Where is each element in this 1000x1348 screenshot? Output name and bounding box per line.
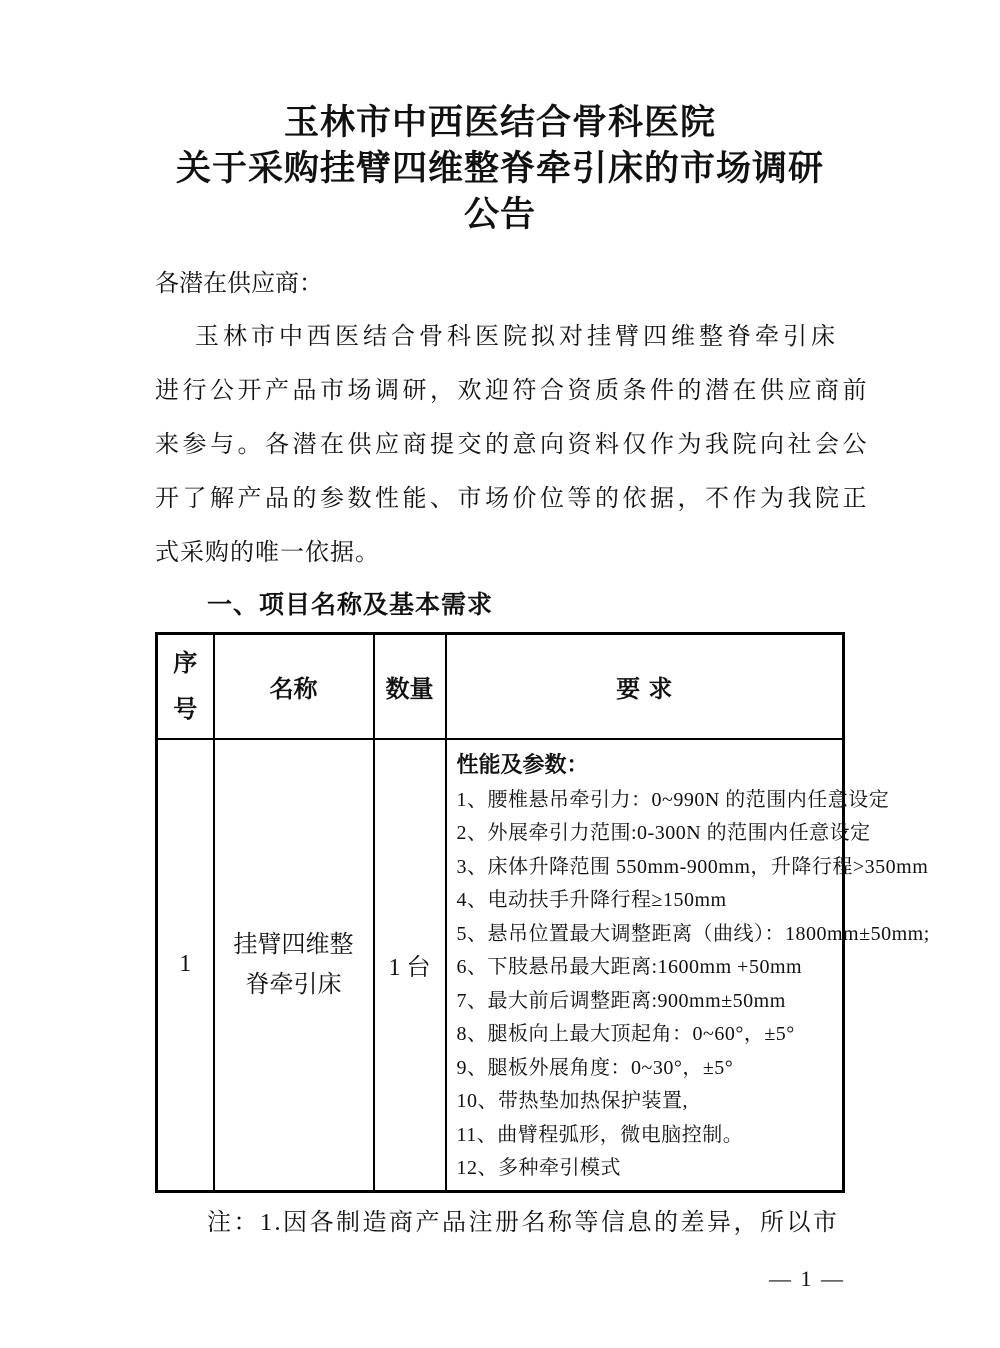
- paragraph-line: 开了解产品的参数性能、市场价位等的依据，不作为我院正: [155, 486, 870, 512]
- header-cell-quantity: 数量: [374, 634, 446, 739]
- requirement-item: 4、电动扶手升降行程≥150mm: [456, 889, 727, 911]
- requirements-title: 性能及参数：: [456, 752, 589, 778]
- intro-paragraph: [155, 310, 870, 580]
- requirement-item: 9、腿板外展角度：0~30°，±5°: [456, 1056, 734, 1079]
- requirement-item: 10、带热垫加热保护装置,: [456, 1090, 688, 1112]
- requirement-item: 3、床体升降范围 550mm-900mm，升降行程>350mm: [456, 855, 929, 878]
- title-line-2: 关于采购挂臂四维整脊牵引床的市场调研: [175, 148, 824, 189]
- salutation: 各潜在供应商：: [155, 271, 323, 297]
- cell-quantity: 1 台: [374, 739, 446, 1192]
- table-header-row: [157, 634, 844, 739]
- item-name-label: 挂臂四维整脊牵引床: [233, 931, 354, 998]
- note: 注：1.因各制造商产品注册名称等信息的差异，所以市: [207, 1209, 840, 1236]
- header-cell-name: 名称: [214, 634, 374, 739]
- paragraph-line: 式采购的唯一依据。: [155, 540, 380, 566]
- header-cell-index: [157, 634, 214, 739]
- requirement-item: 11、曲臂程弧形，微电脑控制。: [456, 1123, 744, 1146]
- requirement-item: 1、腰椎悬吊牵引力：0~990N 的范围内任意设定: [456, 788, 890, 811]
- requirement-item: 5、悬吊位置最大调整距离（曲线）：1800mm±50mm;: [456, 922, 930, 945]
- requirement-item: 8、腿板向上最大顶起角：0~60°，±5°: [456, 1023, 795, 1045]
- paragraph-line: 进行公开产品市场调研，欢迎符合资质条件的潜在供应商前: [155, 378, 870, 404]
- header-index-label: 序号: [173, 648, 198, 724]
- requirement-item: 12、多种牵引模式: [456, 1157, 621, 1179]
- requirement-item: 7、最大前后调整距离:900mm±50mm: [456, 989, 786, 1012]
- title-line-1: 玉林市中西医结合骨科医院: [283, 102, 716, 143]
- paragraph-line: 玉林市中西医结合骨科医院拟对挂臂四维整脊牵引床: [195, 324, 839, 350]
- cell-requirements: [446, 739, 930, 1192]
- table-row: [157, 739, 844, 1192]
- section-heading: 一、项目名称及基本需求: [207, 590, 494, 619]
- requirements-table: [155, 632, 930, 1193]
- cell-name: [214, 739, 374, 1192]
- document-title: [155, 100, 845, 238]
- header-cell-requirements: 要 求: [446, 634, 844, 739]
- requirement-item: 2、外展牵引力范围:0-300N 的范围内任意设定: [456, 822, 871, 844]
- paragraph-line: 来参与。各潜在供应商提交的意向资料仅作为我院向社会公: [155, 432, 870, 458]
- cell-index: 1: [157, 739, 214, 1192]
- title-line-3: 公告: [463, 194, 536, 235]
- requirement-item: 6、下肢悬吊最大距离:1600mm +50mm: [456, 956, 803, 978]
- page-number: — 1 —: [769, 1265, 845, 1291]
